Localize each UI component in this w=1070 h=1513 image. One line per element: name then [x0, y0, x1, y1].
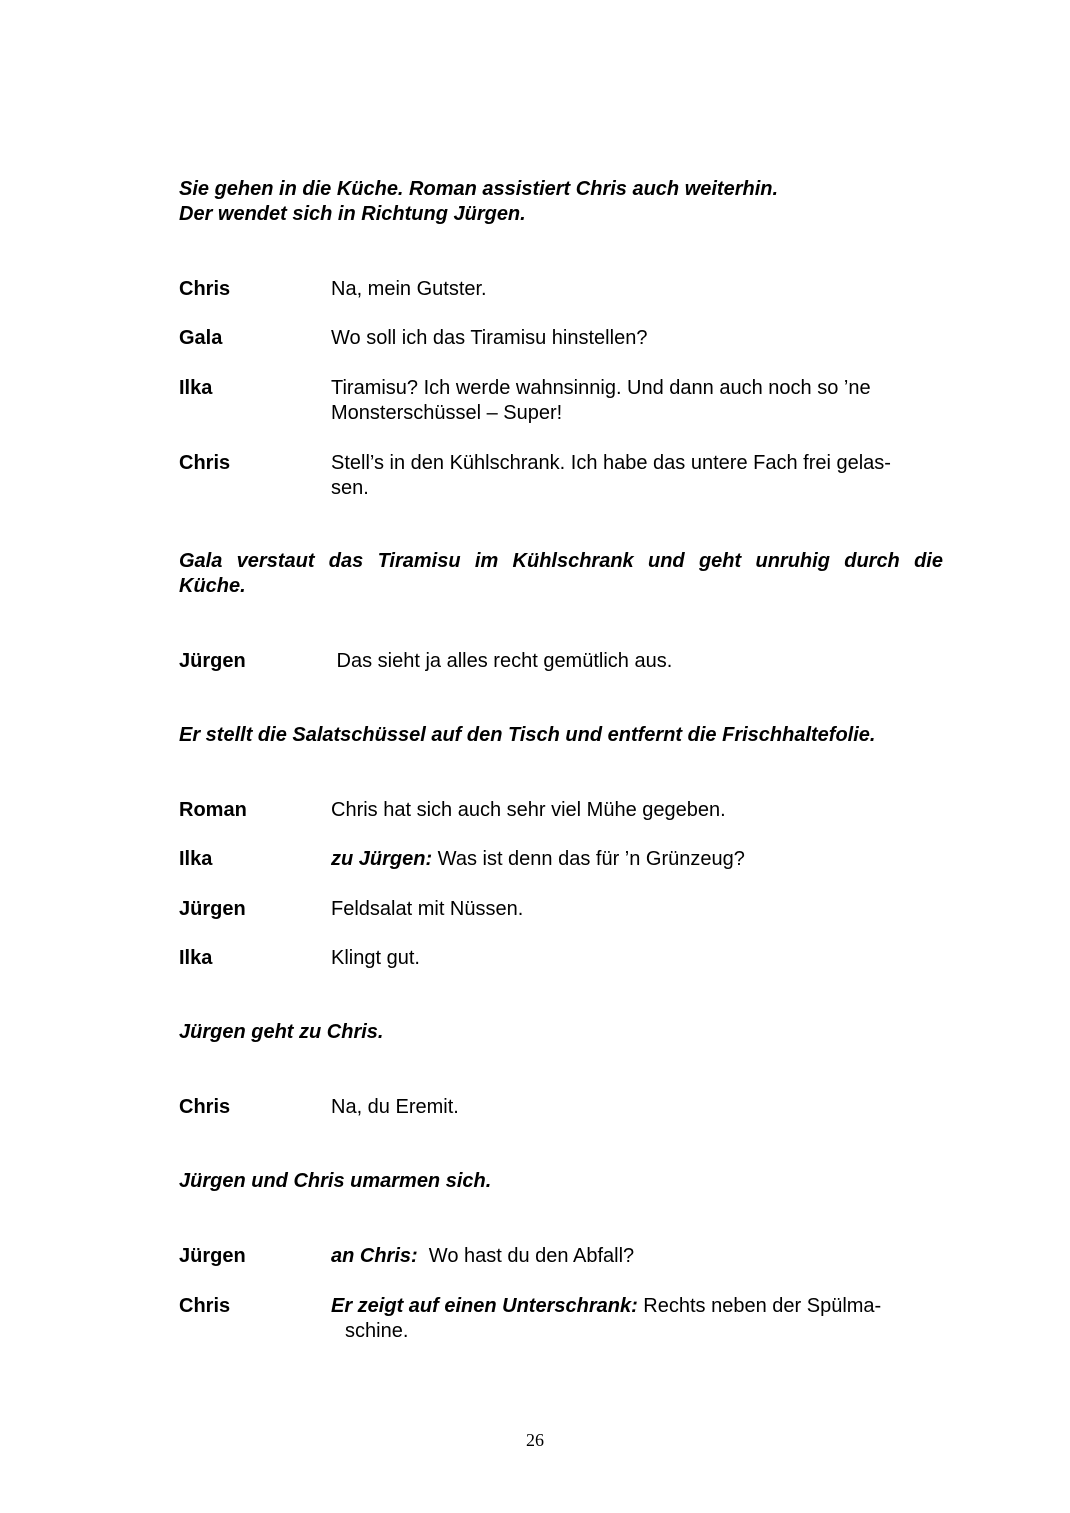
speaker-name: Jürgen: [179, 650, 246, 672]
speech-line: [331, 1244, 943, 1269]
speaker-name: Jürgen: [179, 1245, 246, 1267]
stage-direction: [179, 1169, 943, 1194]
stage-direction: [179, 177, 943, 227]
stage-direction-line: Jürgen geht zu Chris.: [179, 1021, 384, 1043]
stage-direction-line: Jürgen und Chris umarmen sich.: [179, 1170, 492, 1192]
speech-line: [331, 1294, 943, 1319]
speech-text: [331, 277, 943, 302]
speech-line: Das sieht ja alles recht gemütlich aus.: [331, 650, 673, 672]
speech-line: [331, 847, 943, 872]
speech-line-text: Rechts neben der Spülma-: [637, 1295, 882, 1317]
speech-text: [331, 847, 943, 872]
stage-cue: zu Jürgen:: [331, 848, 433, 870]
speech-line: sen.: [331, 477, 369, 499]
stage-direction-line: Der wendet sich in Richtung Jürgen.: [179, 203, 526, 225]
speech-text: [331, 1244, 943, 1269]
speech-line: Wo soll ich das Tiramisu hinstellen?: [331, 327, 648, 349]
speaker-name: Ilka: [179, 377, 213, 399]
stage-direction-line: Gala verstaut das Tiramisu im Kühlschrank und geht unruhig durch die: [179, 550, 943, 572]
speech-line-text: Wo hast du den Abfall?: [417, 1245, 635, 1267]
stage-direction: [179, 549, 943, 599]
stage-direction-line: Küche.: [179, 575, 246, 597]
speech-text: [331, 1294, 943, 1344]
speaker-name: Roman: [179, 799, 247, 821]
speech-text: [331, 326, 943, 351]
speaker-name: Ilka: [179, 848, 213, 870]
speech-line: Stell’s in den Kühlschrank. Ich habe das untere Fach frei gelas-: [331, 452, 891, 474]
stage-direction: [179, 723, 943, 748]
speaker-name: Chris: [179, 278, 231, 300]
speech-text: [331, 798, 943, 823]
speech-text: [331, 376, 943, 426]
speech-line: Feldsalat mit Nüssen.: [331, 898, 524, 920]
page-number: 26: [526, 1430, 544, 1450]
speech-line: Na, du Eremit.: [331, 1096, 459, 1118]
stage-direction: [179, 1020, 943, 1045]
stage-cue: Er zeigt auf einen Unterschrank:: [331, 1295, 638, 1317]
speaker-name: Chris: [179, 1096, 231, 1118]
speaker-name: Jürgen: [179, 898, 246, 920]
speech-text: [331, 946, 943, 971]
speaker-name: Chris: [179, 452, 231, 474]
speech-text: [331, 649, 943, 674]
speech-text: [331, 1095, 943, 1120]
speech-text: [331, 897, 943, 922]
speech-line: Klingt gut.: [331, 947, 420, 969]
speech-line: Tiramisu? Ich werde wahnsinnig. Und dann auch noch so ’ne: [331, 377, 871, 399]
speech-line: schine.: [345, 1320, 409, 1342]
stage-cue: an Chris:: [331, 1245, 418, 1267]
speech-line: Na, mein Gutster.: [331, 278, 487, 300]
speech-line: Monsterschüssel – Super!: [331, 402, 563, 424]
speech-line: Chris hat sich auch sehr viel Mühe gegeben.: [331, 799, 726, 821]
stage-direction-line: Sie gehen in die Küche. Roman assistiert Chris auch weiterhin.: [179, 178, 779, 200]
speech-line-text: Was ist denn das für ’n Grünzeug?: [432, 848, 745, 870]
speaker-name: Ilka: [179, 947, 213, 969]
stage-direction-line: Er stellt die Salatschüssel auf den Tisch und entfernt die Frischhaltefolie.: [179, 724, 876, 746]
speaker-name: Chris: [179, 1295, 231, 1317]
speech-text: [331, 451, 943, 501]
speaker-name: Gala: [179, 327, 223, 349]
